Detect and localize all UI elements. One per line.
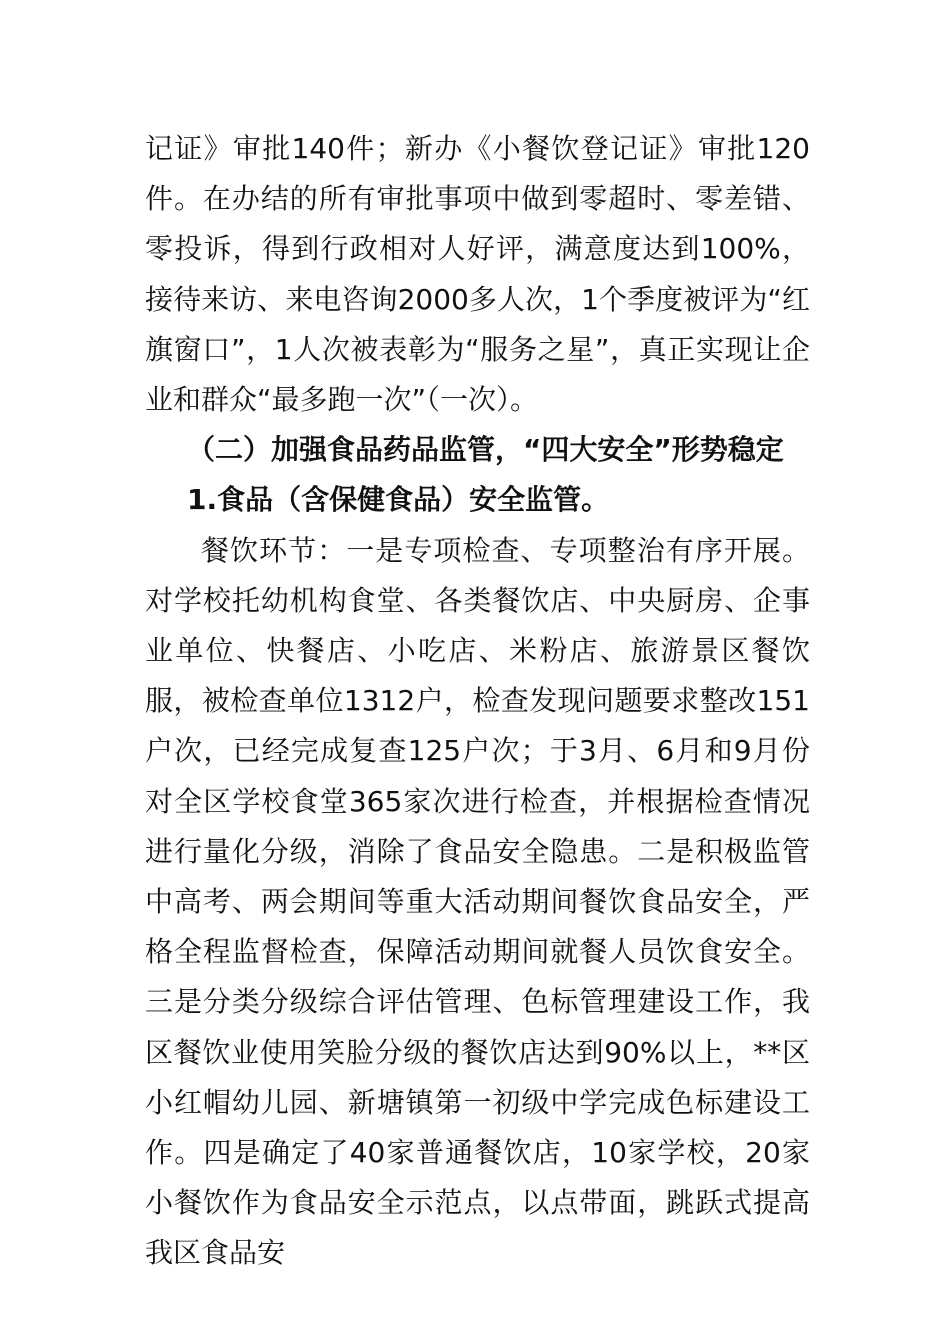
document-body	[145, 124, 810, 1279]
paragraph-approvals: 记证》审批140件；新办《小餐饮登记证》审批120件。在办结的所有审批事项中做到零超时、零差错、零投诉，得到行政相对人好评，满意度达到100%，接待来访、来电咨询2000多人次，1个季度被评为“红旗窗口”，1人次被表彰为“服务之星”，真正实现让企业和群众“最多跑一次”（一次）。	[145, 132, 810, 417]
section-heading: （二）加强食品药品监管，“四大安全”形势稳定	[187, 433, 784, 467]
subsection-heading: 1.食品（含保健食品）安全监管。	[187, 483, 610, 517]
paragraph-catering: 餐饮环节：一是专项检查、专项整治有序开展。对学校托幼机构食堂、各类餐饮店、中央厨房、企事业单位、快餐店、小吃店、米粉店、旅游景区餐饮服，被检查单位1312户，检查发现问题要求整改151户次，已经完成复查125户次；于3月、6月和9月份对全区学校食堂365家次进行检查，并根据检查情况进行量化分级，消除了食品安全隐患。二是积极监管中高考、两会期间等重大活动期间餐饮食品安全，严格全程监督检查，保障活动期间就餐人员饮食安全。三是分类分级综合评估管理、色标管理建设工作，我区餐饮业使用笑脸分级的餐饮店达到90%以上，**区小红帽幼儿园、新塘镇第一初级中学完成色标建设工作。四是确定了40家普通餐饮店，10家学校，20家小餐饮作为食品安全示范点，以点带面，跳跃式提高我区食品安	[145, 533, 810, 1270]
